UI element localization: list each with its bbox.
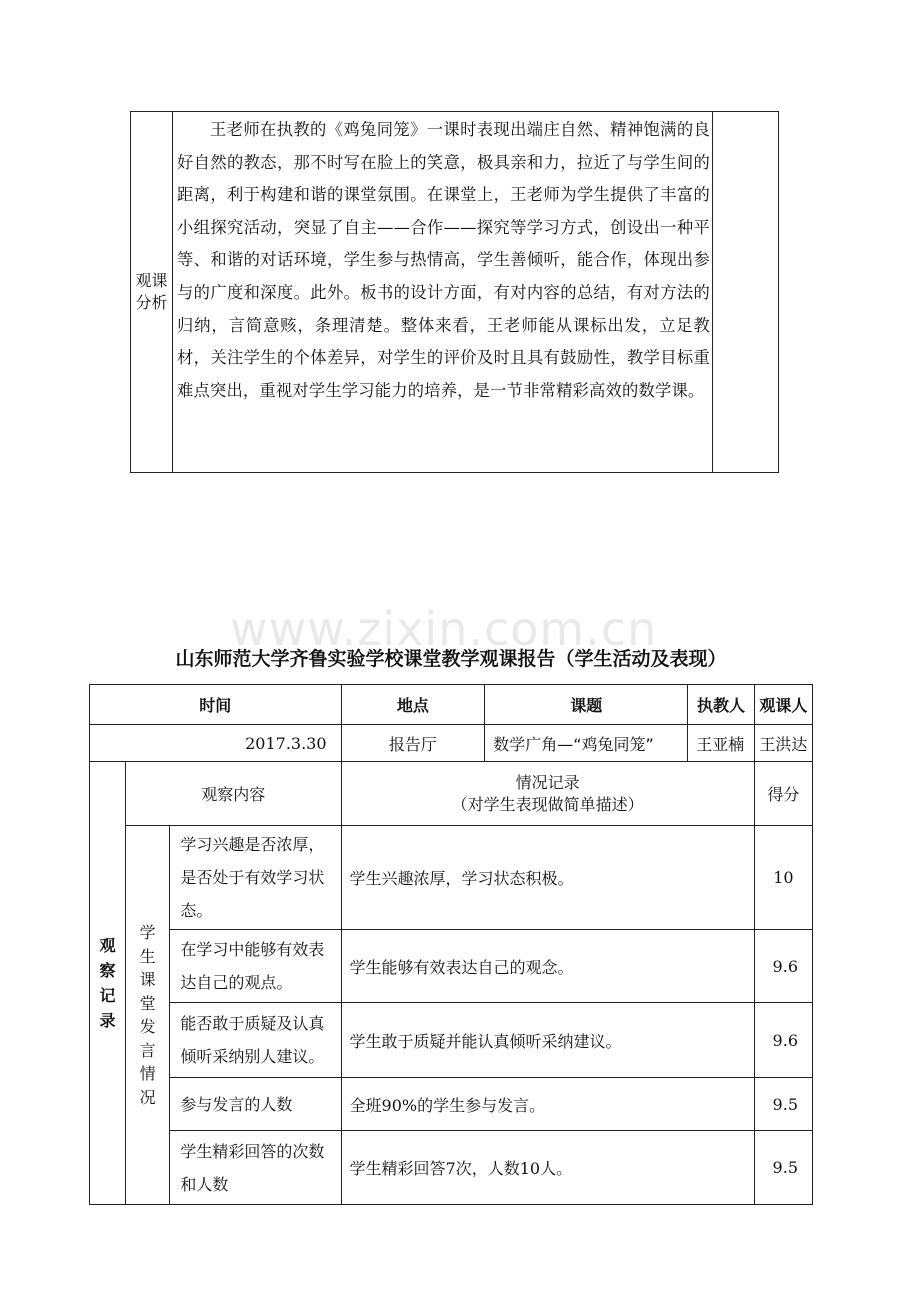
header-observer: 观课人 [754,685,812,725]
header-time: 时间 [90,685,342,725]
table-row [90,930,813,1003]
table-row [90,826,813,930]
row-record: 学生敢于质疑并能认真倾听采纳建议。 [341,1003,754,1078]
header-place: 地点 [341,685,485,725]
row-record: 学生精彩回答7次，人数10人。 [341,1131,754,1205]
row-record: 全班90%的学生参与发言。 [341,1078,754,1131]
row-item: 学生精彩回答的次数和人数 [170,1131,341,1205]
row-record: 学生能够有效表达自己的观念。 [341,930,754,1003]
analysis-text: 王老师在执教的《鸡兔同笼》一课时表现出端庄自然、精神饱满的良好自然的教态，那不时写在脸上的笑意，极具亲和力，拉近了与学生间的距离，利于构建和谐的课堂氛围。在课堂上，王老师为学生提供了丰富的小组探究活动，突显了自主——合作——探究等学习方式，创设出一种平等、和谐的对话环境，学生参与热情高，学生善倾听，能合作，体现出参与的广度和深度。此外。板书的设计方面，有对内容的总结，有对方法的归纳，言简意赅，条理清楚。整体来看，王老师能从课标出发，立足教材，关注学生的个体差异，对学生的评价及时且具有鼓励性，教学目标重难点突出，重视对学生学习能力的培养，是一节非常精彩高效的数学课。 [177,120,710,400]
row-score: 9.6 [754,1003,812,1078]
row-score: 9.5 [754,1131,812,1205]
table-row [90,1003,813,1078]
report-table [89,684,813,1205]
row-score: 9.5 [754,1078,812,1131]
header-teacher: 执教人 [688,685,755,725]
table-row [90,1131,813,1205]
row-record: 学生兴趣浓厚，学习状态积极。 [341,826,754,930]
analysis-text-cell [173,112,713,473]
watermark: www.zixin.com.cn [230,602,658,656]
report-title: 山东师范大学齐鲁实验学校课堂教学观课报告（学生活动及表现） [175,648,727,670]
row-item: 能否敢于质疑及认真倾听采纳别人建议。 [170,1003,341,1078]
row-item: 在学习中能够有效表达自己的观点。 [170,930,341,1003]
section-label: 观 察 记 录 [90,762,126,1205]
col-content-header: 观察内容 [125,762,341,826]
info-place: 报告厅 [341,725,485,762]
analysis-label: 观课分析 [135,271,168,312]
analysis-label-cell [131,112,173,473]
info-observer: 王洪达 [754,725,812,762]
analysis-table [130,111,779,473]
group-label: 学 生 课 堂 发 言 情 况 [125,826,169,1205]
info-time: 2017.3.30 [90,725,342,762]
info-topic: 数学广角—“鸡兔同笼” [485,725,688,762]
col-record-header: 情况记录 （对学生表现做简单描述） [341,762,754,826]
row-score: 9.6 [754,930,812,1003]
info-teacher: 王亚楠 [688,725,755,762]
row-item: 参与发言的人数 [170,1078,341,1131]
col-score-header: 得分 [754,762,812,826]
row-item: 学习兴趣是否浓厚，是否处于有效学习状态。 [170,826,341,930]
table-row [90,1078,813,1131]
analysis-blank-cell [713,112,779,473]
row-score: 10 [754,826,812,930]
header-topic: 课题 [485,685,688,725]
